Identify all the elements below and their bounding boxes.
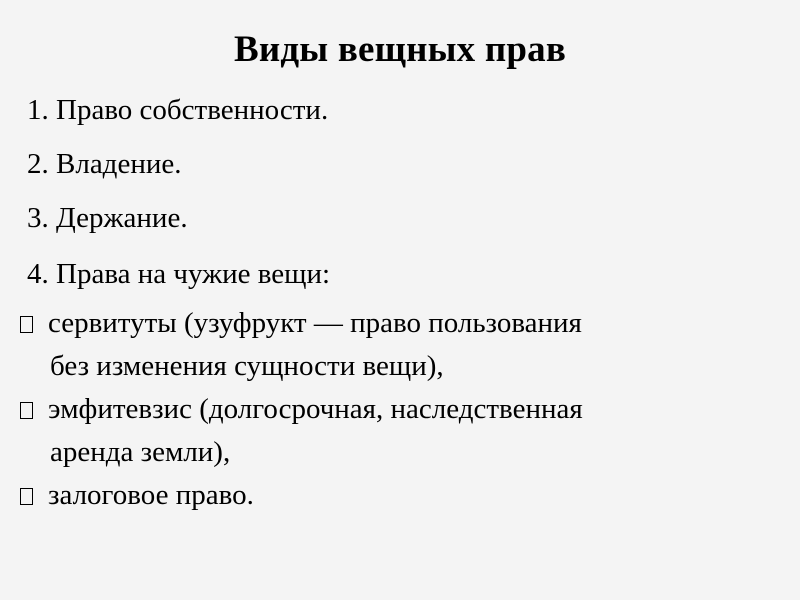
sub-item-servitudes [20, 302, 582, 388]
sub-item-text: сервитуты (узуфрукт — право пользования [48, 307, 582, 339]
sub-item-text-continued: без изменения сущности вещи), [50, 350, 444, 382]
list-item-rights-to-others-things: 4. Права на чужие вещи: [27, 258, 331, 290]
list-item-ownership: 1. Право собственности. [27, 94, 329, 126]
list-item-holding: 3. Держание. [27, 202, 188, 234]
sub-item-text: залоговое право. [48, 479, 254, 511]
sub-item-emphyteusis [20, 388, 583, 474]
sub-item-text-continued: аренда земли), [50, 436, 231, 468]
bullet-box-icon [20, 402, 33, 419]
list-item-possession: 2. Владение. [27, 148, 182, 180]
bullet-box-icon [20, 316, 33, 333]
slide-title: Виды вещных прав [233, 29, 567, 70]
bullet-box-icon [20, 488, 33, 505]
sub-item-pledge [20, 474, 254, 517]
sub-item-text: эмфитевзис (долгосрочная, наследственная [48, 393, 583, 425]
